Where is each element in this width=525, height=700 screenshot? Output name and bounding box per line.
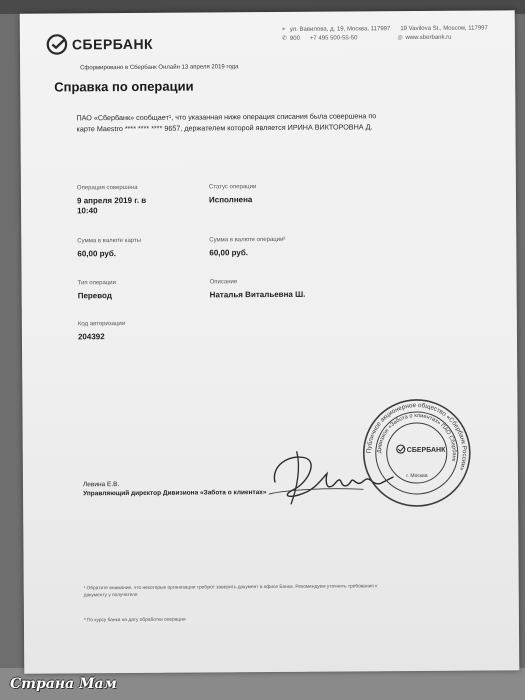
auth-code-label: Код авторизации <box>77 321 126 328</box>
field-status <box>209 184 257 205</box>
signer-block <box>83 479 267 498</box>
website: www.sberbank.ru <box>405 34 452 41</box>
svg-text:г. Москва: г. Москва <box>406 472 428 480</box>
footnote-2: ² По курсу банка на дату обработки операции <box>83 617 186 624</box>
address-ru: ул. Вавилова, д. 19, Москва, 117997 <box>289 26 391 33</box>
field-card-amount <box>77 238 141 259</box>
op-type-label: Тип операции <box>77 280 117 287</box>
phone-icon: ✆ <box>281 35 287 42</box>
formed-line: Сформировано в Сбербанк Онлайн 13 апреля 2019 года <box>80 64 239 72</box>
bank-seal <box>360 397 473 510</box>
status-label: Статус операции <box>208 184 257 191</box>
field-auth-code <box>78 321 125 342</box>
field-op-amount <box>209 237 285 259</box>
op-date-label: Операция совершена <box>76 184 138 192</box>
op-amount-label: Сумма в валюте операции² <box>209 236 286 244</box>
svg-text:Публичное акционерное общество: Публичное акционерное общество «Сбербанк России» <box>365 401 468 472</box>
op-date-value: 9 апреля 2019 г. в 10:40 <box>76 195 147 216</box>
bank-logo <box>46 33 153 56</box>
footnote-1: ¹ Обратите внимание, что некоторые организации требуют заверить документ в офисе Банка. Рекомендуем уточнить требования к документу у получателя <box>83 584 378 599</box>
footnotes <box>84 583 384 624</box>
svg-text:СБЕРБАНК: СБЕРБАНК <box>406 446 446 455</box>
page-title: Справка по операции <box>54 78 194 95</box>
contact-block <box>282 24 488 42</box>
signer-position: Управляющий директор Дивизиона «Забота о клиентах» <box>83 489 267 498</box>
notice-paragraph: ПАО «Сбербанк» сообщает¹, что указанная ниже операция списания была совершена по карте Maestro **** **** **** 9657, держателем которой является ИРИНА ВИКТОРОВНА Д. <box>76 111 377 133</box>
auth-code-value: 204392 <box>77 332 105 342</box>
document-page <box>20 10 520 673</box>
card-amount-label: Сумма в валюте карты <box>77 237 142 245</box>
op-amount-value: 60,00 руб. <box>209 248 249 258</box>
address-en: 19 Vavilova St., Moscow, 117997 <box>400 25 488 33</box>
field-op-date <box>77 185 147 216</box>
signer-name: Левина Е.В. <box>82 481 120 489</box>
description-label: Описание <box>209 279 238 286</box>
location-pin-icon: ⌖ <box>281 26 286 33</box>
site-watermark: Страна Мам <box>10 676 117 692</box>
globe-icon: ◎ <box>397 34 403 41</box>
sberbank-logo-icon <box>46 33 68 55</box>
field-description <box>210 279 306 301</box>
description-value: Наталья Витальевна Ш. <box>209 289 306 300</box>
phone-short: 900 <box>289 35 300 42</box>
op-type-value: Перевод <box>77 291 112 301</box>
svg-text:Дивизион «Забота о клиентах» П: Дивизион «Забота о клиентах» ПАО Сбербанк <box>376 412 457 462</box>
status-value: Исполнена <box>208 195 253 205</box>
phone-long: +7 495 500-55-50 <box>309 34 358 42</box>
bank-name: СБЕРБАНК <box>71 35 154 53</box>
field-op-type <box>78 280 117 301</box>
card-amount-value: 60,00 руб. <box>77 249 117 259</box>
